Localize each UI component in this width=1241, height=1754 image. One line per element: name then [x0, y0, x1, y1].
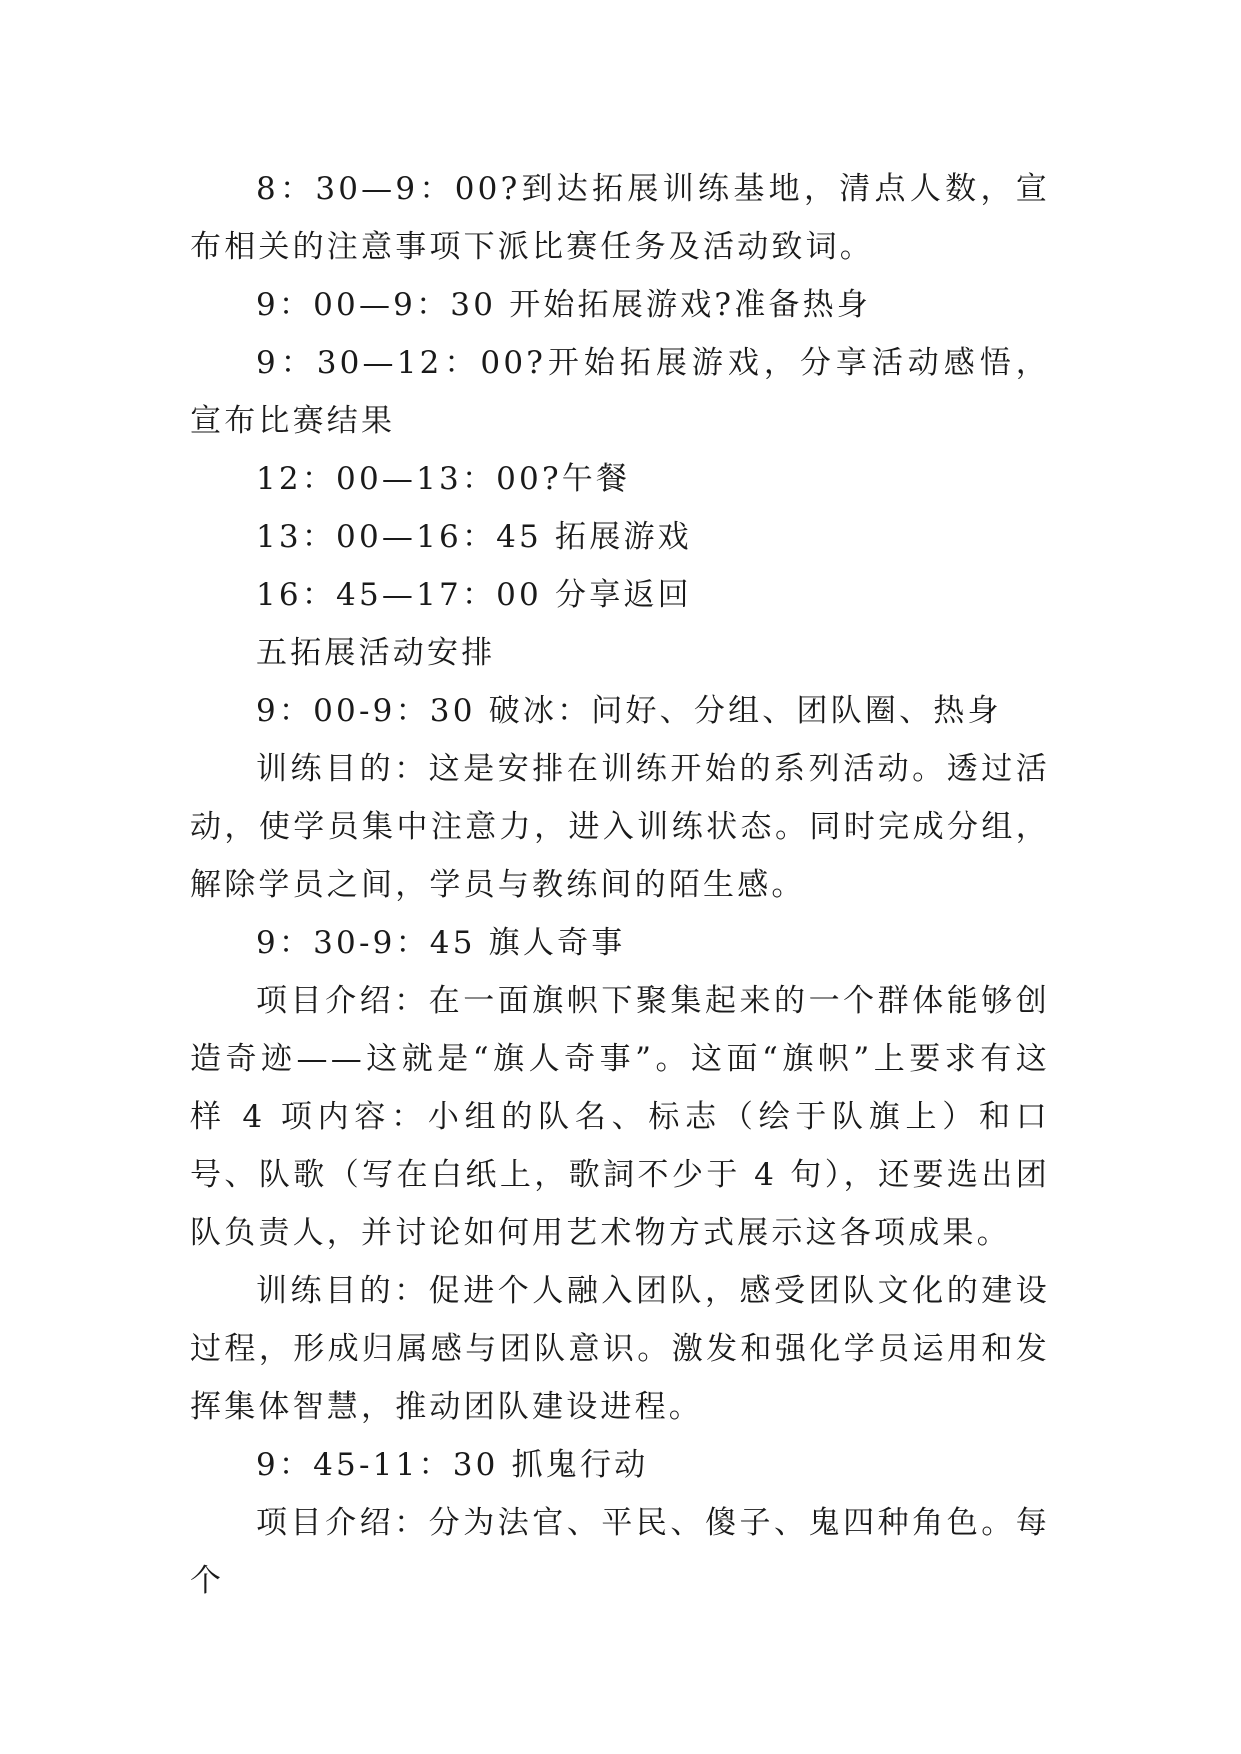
activity-flag-goal: 训练目的：促进个人融入团队，感受团队文化的建设过程，形成归属感与团队意识。激发和强化学员运用和发挥集体智慧，推动团队建设进程。 [190, 1273, 1050, 1425]
document-body [190, 160, 1050, 1610]
schedule-item-afternoon-games: 13：00—16：45 拓展游戏 [256, 519, 692, 555]
activity-flag-title: 9：30-9：45 旗人奇事 [256, 925, 626, 961]
activity-icebreaker-title: 9：00-9：30 破冰：问好、分组、团队圈、热身 [256, 693, 1002, 729]
activity-flag-intro: 项目介绍：在一面旗帜下聚集起来的一个群体能够创造奇迹——这就是“旗人奇事”。这面“旗帜”上要求有这样 4 项内容：小组的队名、标志（绘于队旗上）和口号、队歌（写在白纸上，歌詞不少于 4 句），还要选出团队负责人，并讨论如何用艺术物方式展示这各项成果。 [190, 983, 1050, 1251]
activity-icebreaker-goal: 训练目的：这是安排在训练开始的系列活动。透过活动，使学员集中注意力，进入训练状态。同时完成分组，解除学员之间，学员与教练间的陌生感。 [190, 751, 1050, 903]
schedule-item-morning-games: 9：30—12：00?开始拓展游戏，分享活动感悟，宣布比赛结果 [190, 345, 1050, 439]
schedule-item-warmup: 9：00—9：30 开始拓展游戏?准备热身 [256, 287, 872, 323]
schedule-item-lunch: 12：00—13：00?午餐 [256, 461, 631, 497]
schedule-item-return: 16：45—17：00 分享返回 [256, 577, 692, 613]
activity-ghost-title: 9：45-11：30 抓鬼行动 [256, 1447, 649, 1483]
section-heading: 五拓展活动安排 [256, 635, 496, 671]
schedule-item-arrival: 8：30—9：00?到达拓展训练基地，清点人数，宣布相关的注意事项下派比赛任务及活动致词。 [190, 171, 1050, 265]
activity-ghost-intro: 项目介绍：分为法官、平民、傻子、鬼四种角色。每个 [190, 1505, 1050, 1599]
